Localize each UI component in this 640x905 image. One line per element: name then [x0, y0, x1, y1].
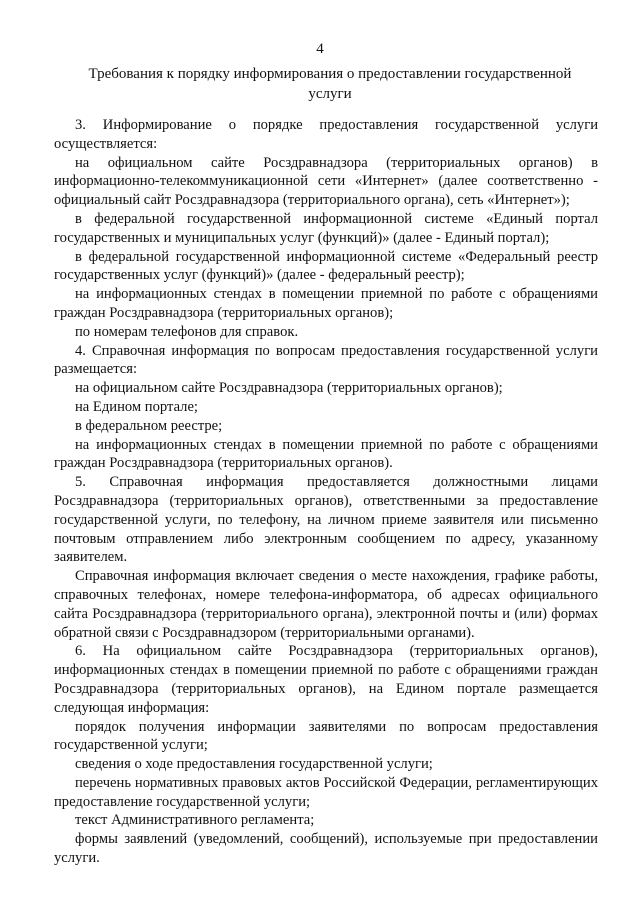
- paragraph-item: в федеральной государственной информационной системе «Единый портал государственных и муниципальных услуг (функций)» (далее - Единый портал);: [54, 210, 598, 246]
- paragraph-item: порядок получения информации заявителями по вопросам предоставления государственной услуги;: [54, 718, 598, 754]
- page-number: 4: [316, 41, 324, 57]
- paragraph-item: на Едином портале;: [75, 398, 198, 415]
- paragraph-item: формы заявлений (уведомлений, сообщений), используемые при предоставлении услуги.: [54, 831, 598, 867]
- paragraph-item: в федеральном реестре;: [75, 417, 223, 434]
- paragraph-5: 5. Справочная информация предоставляется должностными лицами Росздравнадзора (территориальных органов), ответственными за предоставление государственной услуги, по телефону, на личном приеме заявителя или письменно почтовым отправлением либо электронным сообщением по адресу, указанному заявителем.: [54, 474, 598, 566]
- paragraph-4-intro: 4. Справочная информация по вопросам предоставления государственной услуги размещается:: [54, 342, 598, 378]
- paragraph-item: на информационных стендах в помещении приемной по работе с обращениями граждан Росздравнадзора (территориальных органов).: [54, 436, 598, 472]
- paragraph-item: текст Административного регламента;: [75, 812, 315, 829]
- paragraph-item: на официальном сайте Росздравнадзора (территориальных органов) в информационно-телекоммуникационной сети «Интернет» (далее соответственно - официальный сайт Росздравнадзора (территориального органа), сеть «Интернет»);: [54, 154, 598, 209]
- paragraph-6-intro: 6. На официальном сайте Росздравнадзора (территориальных органов), информационных стендах в помещении приемной по работе с обращениями граждан Росздравнадзора (территориальных органов), на Едином портале размещается следующая информация:: [54, 643, 598, 716]
- paragraph-item: на информационных стендах в помещении приемной по работе с обращениями граждан Росздравнадзора (территориальных органов);: [54, 286, 598, 321]
- paragraph-item: в федеральной государственной информационной системе «Федеральный реестр государственных услуг (функций)» (далее - федеральный реестр);: [54, 248, 598, 284]
- paragraph-item: сведения о ходе предоставления государственной услуги;: [75, 756, 433, 773]
- section-title: Требования к порядку информирования о предоставлении государственной услуги: [88, 66, 572, 102]
- paragraph-5-details: Справочная информация включает сведения о месте нахождения, графике работы, справочных телефонах, номере телефона-информатора, об адресах официального сайта Росздравнадзора (территориального органа), электронной почты и (или) формах обратной связи с Росздравнадзором (территориальными органами).: [54, 568, 598, 641]
- paragraph-item: перечень нормативных правовых актов Российской Федерации, регламентирующих предоставление государственной услуги;: [54, 774, 598, 810]
- paragraph-item: по номерам телефонов для справок.: [75, 323, 299, 340]
- paragraph-3-intro: 3. Информирование о порядке предоставления государственной услуги осуществляется:: [54, 117, 598, 152]
- paragraph-item: на официальном сайте Росздравнадзора (территориальных органов);: [75, 380, 503, 397]
- body-text: [54, 116, 598, 868]
